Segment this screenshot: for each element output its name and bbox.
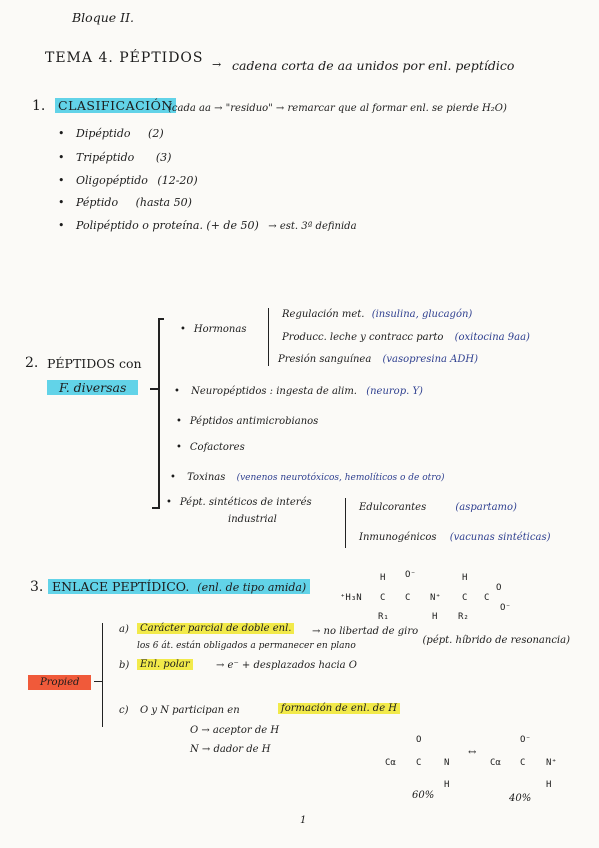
tema-definition: cadena corta de aa unidos por enl. peptídico	[232, 58, 515, 73]
item-note: (neurop. Y)	[366, 386, 423, 397]
res-left-percent: 60%	[412, 790, 435, 801]
structure-h3: H	[462, 573, 468, 583]
item-note: (venenos neurotóxicos, hemolíticos o de otro)	[236, 473, 445, 483]
tema-arrow: →	[212, 58, 222, 71]
item-note: (vacunas sintéticas)	[449, 532, 551, 543]
prop-c-label: c)	[119, 705, 129, 716]
structure-c3: C	[462, 593, 468, 603]
list-item-label: Péptido	[76, 196, 119, 209]
tema-title: TEMA 4. PÉPTIDOS	[45, 50, 204, 66]
hormona-presion	[278, 354, 478, 365]
item-label: Neuropéptidos : ingesta de alim.	[191, 386, 357, 397]
item-note: (aspartamo)	[455, 502, 517, 513]
section-3-number: 3.	[30, 579, 44, 595]
sinteticos-bracket	[345, 498, 346, 548]
list-item-label: Oligopéptido	[76, 174, 148, 187]
prop-a-highlight: Carácter parcial de doble enl.	[137, 623, 294, 634]
propied-label: Propied	[28, 675, 91, 690]
structure-h2: H	[432, 612, 438, 622]
structure-h1: H	[380, 573, 386, 583]
page-number: 1	[300, 815, 307, 826]
res-left-h: H	[444, 780, 450, 790]
neuropeptidos-item	[174, 386, 423, 397]
list-item-polipeptido	[58, 219, 357, 232]
section-1-title: CLASIFICACIÓN	[55, 98, 176, 113]
prop-c-text: O y N participan en	[140, 705, 240, 716]
list-item-label: Dipéptido	[76, 127, 131, 140]
structure-o3: O⁻	[500, 603, 511, 613]
structure-c2: C	[405, 593, 411, 603]
structure-o: O⁻	[405, 570, 416, 580]
list-item-peptido	[58, 196, 192, 209]
section-3-title	[48, 579, 310, 594]
section-3-note: (enl. de tipo amida)	[197, 581, 307, 594]
structure-r2: R₂	[458, 612, 469, 622]
hormona-regulacion	[282, 309, 472, 320]
section-2-brace-tip	[150, 388, 159, 390]
item-note: (vasopresina ADH)	[382, 354, 479, 365]
list-item-tripeptido	[58, 151, 171, 164]
list-item-dipeptido	[58, 127, 164, 140]
item-label: Inmunogénicos	[359, 532, 437, 543]
item-note: (oxitocina 9aa)	[454, 332, 530, 343]
sinteticos-item-line2: industrial	[228, 514, 277, 525]
res-right-c: C	[520, 758, 526, 768]
res-right-o: O⁻	[520, 735, 531, 745]
list-item-note: → est. 3ª definida	[268, 221, 357, 232]
list-item-note: (hasta 50)	[135, 196, 192, 209]
propied-brace	[102, 623, 103, 727]
structure-o2: O	[496, 583, 502, 593]
res-right-h: H	[546, 780, 552, 790]
bloque-heading: Bloque II.	[72, 10, 134, 25]
prop-b-rest: → e⁻ + desplazados hacia O	[216, 660, 358, 671]
section-2-brace	[158, 318, 160, 508]
section-1-number: 1.	[32, 98, 46, 114]
prop-a-note: (pépt. híbrido de resonancia)	[422, 635, 570, 646]
prop-b-label: b)	[119, 660, 130, 671]
propied-brace-tip	[94, 681, 102, 682]
item-label: Presión sanguínea	[278, 354, 372, 365]
sint-edulcorantes	[355, 502, 517, 513]
section-2-brace-top	[158, 318, 164, 320]
res-right-ca: Cα	[490, 758, 501, 768]
hormonas-label: • Hormonas	[180, 324, 246, 335]
section-3-title-text: ENLACE PEPTÍDICO.	[52, 579, 190, 594]
list-item-oligopeptido	[58, 174, 198, 187]
item-label: Regulación met.	[282, 309, 365, 320]
list-item-note: (12-20)	[157, 174, 198, 187]
structure-c1: C	[380, 593, 386, 603]
res-left-o: O	[416, 735, 422, 745]
sint-inmunogenicos	[355, 532, 550, 543]
sinteticos-item: • Pépt. sintéticos de interés	[166, 497, 312, 508]
item-label: Producc. leche y contracc parto	[282, 332, 444, 343]
res-left-n: N	[444, 758, 450, 768]
structure-n: N⁺	[430, 593, 441, 603]
section-2-title-a: PÉPTIDOS con	[47, 356, 142, 371]
list-item-label: Polipéptido o proteína. (+ de 50)	[76, 219, 259, 232]
res-left-ca: Cα	[385, 758, 396, 768]
res-right-n: N⁺	[546, 758, 557, 768]
prop-a-line2: los 6 át. están obligados a permanecer en plano	[137, 641, 356, 651]
list-item-note: (2)	[148, 127, 164, 140]
section-2-title-b: F. diversas	[47, 380, 138, 395]
prop-a-rest: → no libertad de giro	[312, 626, 419, 637]
res-right-percent: 40%	[509, 793, 532, 804]
section-1-note: (cada aa → "residuo" → remarcar que al formar enl. se pierde H₂O)	[168, 103, 507, 114]
item-note: (insulina, glucagón)	[371, 309, 473, 320]
structure-r1: R₁	[378, 612, 389, 622]
prop-c-n: N → dador de H	[190, 744, 271, 755]
cofactores-item: • Cofactores	[176, 442, 245, 453]
item-label: Toxinas	[187, 472, 226, 483]
antimicrobianos-item: • Péptidos antimicrobianos	[176, 416, 318, 427]
list-item-note: (3)	[155, 151, 172, 164]
hormonas-bracket	[268, 308, 269, 366]
toxinas-item	[170, 472, 445, 483]
resonance-arrow: ↔	[468, 747, 477, 758]
prop-c-o: O → aceptor de H	[190, 725, 280, 736]
res-left-c: C	[416, 758, 422, 768]
structure-h3n: ⁺H₃N	[340, 593, 362, 603]
list-item-label: Tripéptido	[76, 151, 135, 164]
prop-c-highlight: formación de enl. de H	[278, 703, 400, 714]
section-2-brace-bottom	[152, 507, 160, 509]
section-2-number: 2.	[25, 355, 39, 371]
item-label: Edulcorantes	[359, 502, 427, 513]
prop-b-highlight: Enl. polar	[137, 659, 193, 670]
hormona-produccion	[282, 332, 530, 343]
prop-a-label: a)	[119, 624, 129, 635]
structure-c4: C	[484, 593, 490, 603]
